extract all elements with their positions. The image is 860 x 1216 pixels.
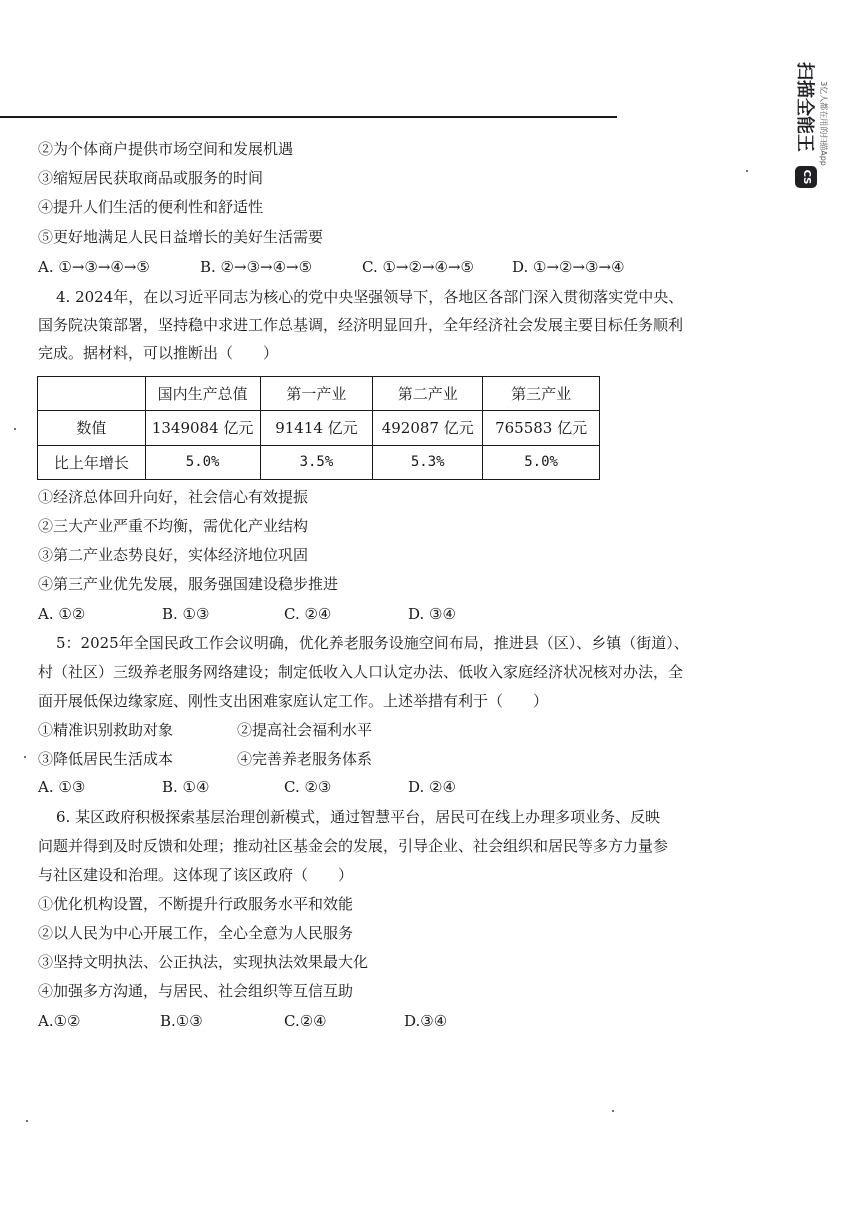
q3-option-d: D. ①→②→③→④	[512, 258, 625, 276]
q3-item: ⑤更好地满足人民日益增长的美好生活需要	[38, 228, 324, 246]
q6-item: ③坚持文明执法、公正执法，实现执法效果最大化	[38, 953, 369, 971]
gdp-table	[37, 376, 600, 480]
q4-option-d: D. ③④	[408, 605, 456, 623]
q5-option-b: B. ①④	[162, 778, 210, 796]
table-header-cell: 第三产业	[483, 377, 600, 411]
table-header-cell: 第一产业	[260, 377, 373, 411]
q4-stem: 完成。据材料，可以推断出（ ）	[38, 344, 279, 362]
q4-item: ②三大产业严重不均衡，需优化产业结构	[38, 517, 309, 535]
q5-option-a: A. ①③	[38, 778, 86, 796]
table-cell: 5.3%	[373, 445, 483, 479]
scan-speck	[612, 1110, 614, 1112]
q6-item: ①优化机构设置，不断提升行政服务水平和效能	[38, 895, 354, 913]
table-cell: 3.5%	[260, 445, 373, 479]
scan-speck	[26, 1120, 28, 1122]
q5-stem: 面开展低保边缘家庭、刚性支出困难家庭认定工作。上述举措有利于（ ）	[38, 692, 549, 710]
q3-option-a: A. ①→③→④→⑤	[38, 258, 150, 276]
table-header-cell: 国内生产总值	[145, 377, 260, 411]
q6-stem: 6. 某区政府积极探索基层治理创新模式，通过智慧平台，居民可在线上办理多项业务、反映	[56, 808, 661, 826]
q3-option-b: B. ②→③→④→⑤	[200, 258, 313, 276]
q3-item: ④提升人们生活的便利性和舒适性	[38, 198, 264, 216]
table-cell: 5.0%	[145, 445, 260, 479]
q4-item: ①经济总体回升向好，社会信心有效提振	[38, 488, 309, 506]
q3-option-c: C. ①→②→④→⑤	[362, 258, 474, 276]
q6-option-a: A.①②	[38, 1012, 81, 1030]
q6-option-c: C.②④	[284, 1012, 327, 1030]
table-row	[38, 445, 600, 479]
table-header-cell: 第二产业	[373, 377, 483, 411]
table-cell: 91414 亿元	[260, 411, 373, 445]
q4-stem: 4. 2024年，在以习近平同志为核心的党中央坚强领导下，各地区各部门深入贯彻落实党中央、	[56, 288, 684, 306]
q6-stem: 问题并得到及时反馈和处理；推动社区基金会的发展，引导企业、社会组织和居民等多方力量参	[38, 837, 669, 855]
table-cell: 765583 亿元	[483, 411, 600, 445]
scan-speck	[14, 428, 16, 430]
table-cell: 数值	[38, 411, 146, 445]
cs-logo-icon: CS	[795, 166, 817, 188]
q4-option-b: B. ①③	[162, 605, 210, 623]
scan-speck	[24, 756, 26, 758]
table-cell: 1349084 亿元	[145, 411, 260, 445]
q5-option-c: C. ②③	[284, 778, 332, 796]
q4-stem: 国务院决策部署，坚持稳中求进工作总基调，经济明显回升，全年经济社会发展主要目标任务顺利	[38, 316, 684, 334]
watermark-name: 扫描全能王	[794, 62, 815, 152]
scan-speck	[746, 170, 748, 172]
table-header-cell	[38, 377, 146, 411]
q5-item: ①精准识别救助对象	[38, 721, 174, 739]
camscanner-watermark	[791, 58, 831, 198]
table-row	[38, 411, 600, 445]
q5-stem: 村（社区）三级养老服务网络建设；制定低收入人口认定办法、低收入家庭经济状况核对办法，全	[38, 663, 684, 681]
q6-item: ④加强多方沟通，与居民、社会组织等互信互助	[38, 982, 354, 1000]
q5-item: ③降低居民生活成本	[38, 750, 174, 768]
q6-stem: 与社区建设和治理。这体现了该区政府（ ）	[38, 866, 354, 884]
table-cell: 492087 亿元	[373, 411, 483, 445]
q4-item: ③第二产业态势良好，实体经济地位巩固	[38, 546, 309, 564]
q5-stem: 5：2025年全国民政工作会议明确，优化养老服务设施空间布局，推进县（区）、乡镇（街道）、	[56, 634, 689, 652]
q4-option-c: C. ②④	[284, 605, 332, 623]
q5-option-d: D. ②④	[408, 778, 456, 796]
q3-item: ②为个体商户提供市场空间和发展机遇	[38, 140, 294, 158]
q4-item: ④第三产业优先发展，服务强国建设稳步推进	[38, 575, 339, 593]
q6-option-b: B.①③	[160, 1012, 203, 1030]
table-cell: 5.0%	[483, 445, 600, 479]
q4-option-a: A. ①②	[38, 605, 86, 623]
table-cell: 比上年增长	[38, 445, 146, 479]
header-rule	[0, 116, 617, 118]
q5-item: ④完善养老服务体系	[237, 750, 373, 768]
q6-option-d: D.③④	[404, 1012, 448, 1030]
watermark-tagline: 3亿人都在用的扫描App	[818, 81, 828, 166]
q3-item: ③缩短居民获取商品或服务的时间	[38, 169, 264, 187]
q5-item: ②提高社会福利水平	[237, 721, 373, 739]
table-header-row	[38, 377, 600, 411]
q6-item: ②以人民为中心开展工作，全心全意为人民服务	[38, 924, 354, 942]
